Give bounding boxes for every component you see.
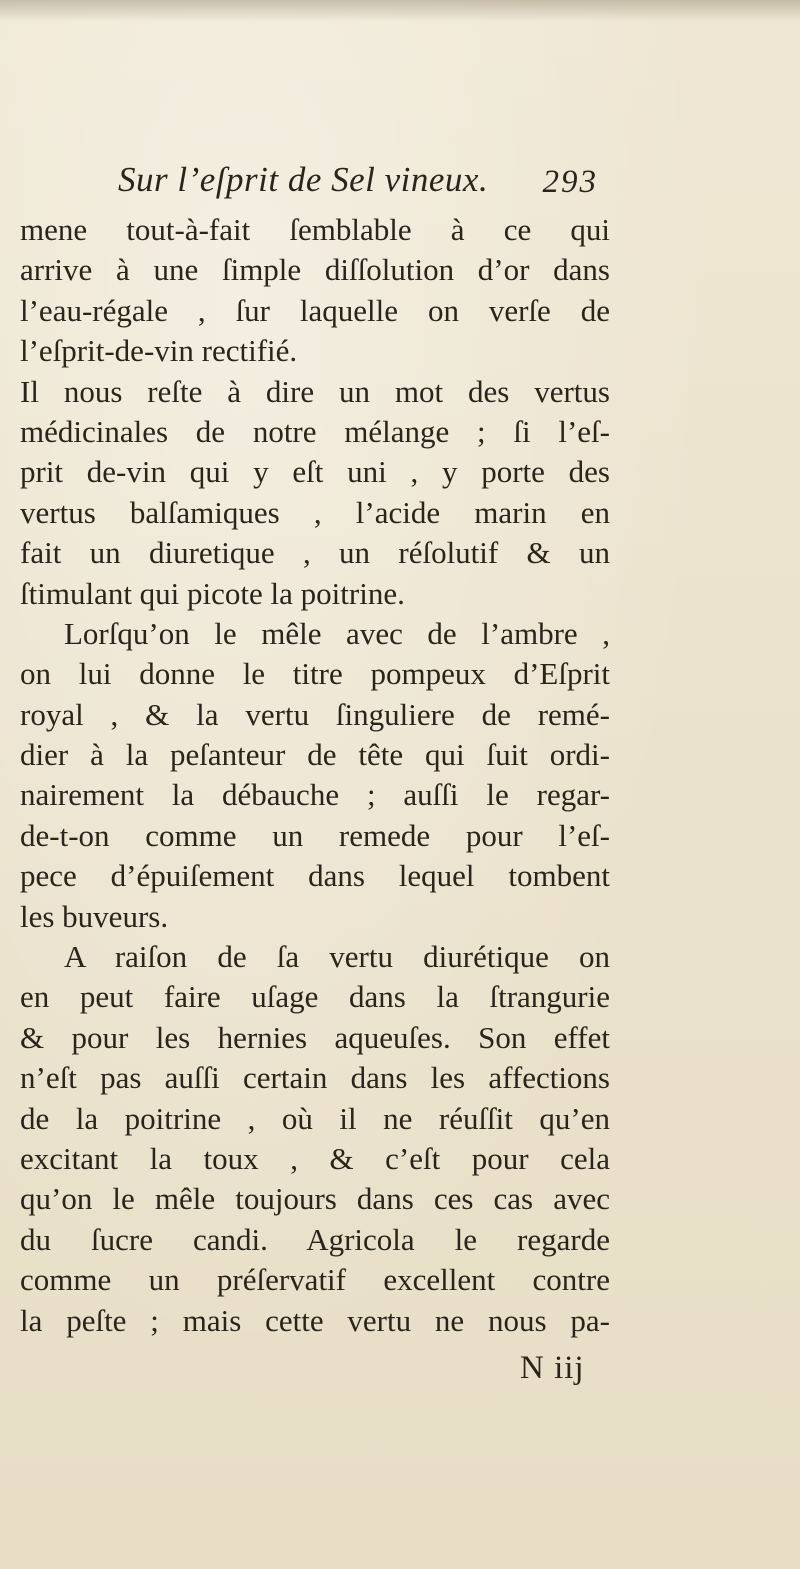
text-line: Il nous reſte à dire un mot des vertus: [20, 373, 610, 409]
running-title: Sur l’eſprit de Sel vineux.: [118, 160, 489, 199]
text-line: du ſucre candi. Agricola le regarde: [20, 1221, 610, 1257]
page-number: 293: [542, 164, 598, 200]
text-line: on lui donne le titre pompeux d’Eſprit: [20, 656, 610, 692]
text-line: royal , & la vertu ſinguliere de remé-: [20, 696, 610, 732]
text-line: de-t-on comme un remede pour l’eſ-: [20, 817, 610, 853]
text-line: en peut faire uſage dans la ſtrangurie: [20, 979, 610, 1015]
text-line: n’eſt pas auſſi certain dans les affections: [20, 1060, 610, 1096]
signature-mark: N iij: [520, 1350, 585, 1386]
text-line: la peſte ; mais cette vertu ne nous pa-: [20, 1302, 610, 1338]
page-edge-shadow: [0, 0, 800, 22]
text-line: & pour les hernies aqueuſes. Son effet: [20, 1019, 610, 1055]
text-line: qu’on le mêle toujours dans ces cas avec: [20, 1181, 610, 1217]
text-line: arrive à une ſimple diſſolution d’or dans: [20, 252, 610, 288]
body-text: [20, 210, 610, 1341]
text-line: ſtimulant qui picote la poitrine.: [20, 575, 405, 611]
text-line: Lorſqu’on le mêle avec de l’ambre ,: [64, 615, 610, 651]
text-line: excitant la toux , & c’eſt pour cela: [20, 1140, 610, 1176]
text-line: vertus balſamiques , l’acide marin en: [20, 494, 610, 530]
text-line: de la poitrine , où il ne réuſſit qu’en: [20, 1100, 610, 1136]
text-line: médicinales de notre mélange ; ſi l’eſ-: [20, 413, 610, 449]
text-line: comme un préſervatif excellent contre: [20, 1262, 610, 1298]
text-line: prit de-vin qui y eſt uni , y porte des: [20, 454, 610, 490]
text-line: fait un diuretique , un réſolutif & un: [20, 535, 610, 571]
text-line: mene tout-à-fait ſemblable à ce qui: [20, 212, 610, 247]
text-line: dier à la peſanteur de tête qui ſuit ordi-: [20, 737, 610, 773]
running-header: [118, 160, 598, 210]
text-line: nairement la débauche ; auſſi le regar-: [20, 777, 610, 813]
text-line: l’eſprit-de-vin rectifié.: [20, 333, 298, 369]
text-line: l’eau-régale , ſur laquelle on verſe de: [20, 292, 610, 328]
text-line: A raiſon de ſa vertu diurétique on: [64, 939, 610, 975]
text-line: les buveurs.: [20, 898, 169, 934]
text-line: pece d’épuiſement dans lequel tombent: [20, 858, 610, 894]
